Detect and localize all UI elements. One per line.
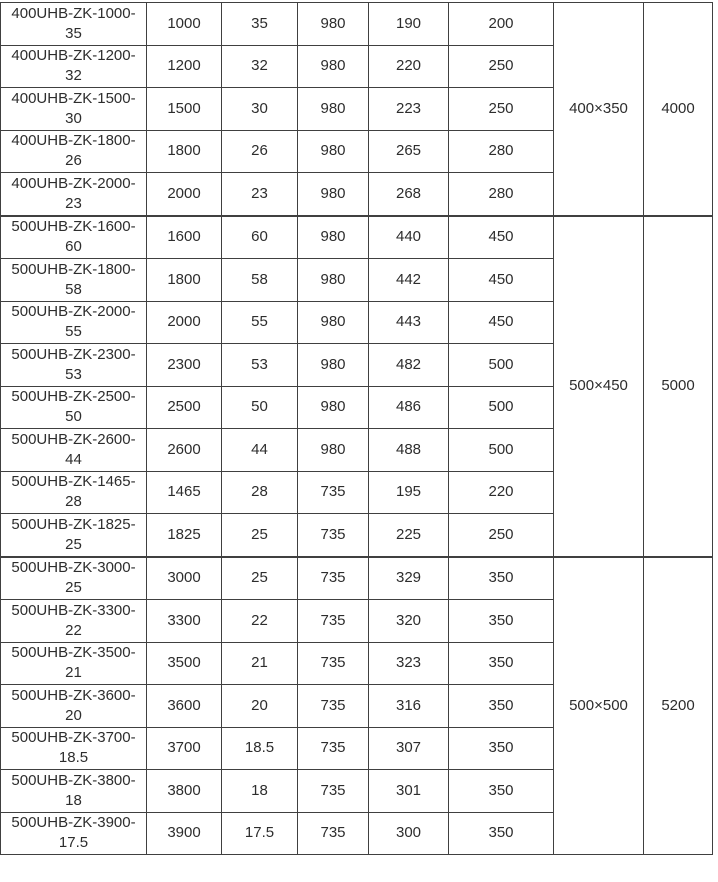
flow-cell: 2500 [147,386,222,429]
head-cell: 44 [222,429,298,472]
weight-cell: 5200 [644,557,713,855]
shaft-power-cell: 443 [369,301,449,344]
shaft-power-cell: 190 [369,3,449,46]
model-text: 500UHB-ZK-3700-18.5 [11,729,136,767]
flow-cell: 3600 [147,685,222,728]
head-cell: 25 [222,514,298,557]
motor-power-cell: 250 [449,514,554,557]
motor-power-cell: 450 [449,259,554,302]
model-cell [1,130,147,173]
speed-cell: 980 [298,45,369,88]
model-text: 500UHB-ZK-3600-20 [11,686,136,724]
model-text: 400UHB-ZK-2000-23 [11,174,136,212]
speed-cell: 980 [298,259,369,302]
model-cell [1,386,147,429]
flow-cell: 1200 [147,45,222,88]
speed-cell: 735 [298,812,369,855]
model-text: 500UHB-ZK-3500-21 [11,644,136,682]
speed-cell: 980 [298,130,369,173]
flow-cell: 1800 [147,259,222,302]
head-cell: 26 [222,130,298,173]
speed-cell: 980 [298,216,369,259]
model-text: 400UHB-ZK-1000-35 [11,4,136,42]
model-text: 400UHB-ZK-1500-30 [11,89,136,127]
shaft-power-cell: 220 [369,45,449,88]
shaft-power-cell: 440 [369,216,449,259]
motor-power-cell: 350 [449,685,554,728]
model-text: 500UHB-ZK-2500-50 [11,388,136,426]
motor-power-cell: 500 [449,429,554,472]
shaft-power-cell: 225 [369,514,449,557]
flow-cell: 3700 [147,727,222,770]
model-text: 500UHB-ZK-2600-44 [11,430,136,468]
model-text: 400UHB-ZK-1200-32 [11,47,136,85]
speed-cell: 980 [298,173,369,216]
shaft-power-cell: 316 [369,685,449,728]
shaft-power-cell: 486 [369,386,449,429]
model-cell [1,259,147,302]
speed-cell: 980 [298,88,369,131]
shaft-power-cell: 195 [369,471,449,514]
model-cell [1,642,147,685]
motor-power-cell: 500 [449,386,554,429]
flange-size-cell: 500×500 [554,557,644,855]
head-cell: 35 [222,3,298,46]
flow-cell: 2300 [147,344,222,387]
motor-power-cell: 450 [449,216,554,259]
model-cell [1,429,147,472]
model-text: 500UHB-ZK-1600-60 [11,218,136,256]
model-cell [1,812,147,855]
flow-cell: 3500 [147,642,222,685]
shaft-power-cell: 223 [369,88,449,131]
shaft-power-cell: 323 [369,642,449,685]
model-cell [1,557,147,600]
model-text: 500UHB-ZK-3800-18 [11,771,136,809]
head-cell: 60 [222,216,298,259]
flow-cell: 2000 [147,301,222,344]
model-text: 500UHB-ZK-3900-17.5 [11,814,136,852]
motor-power-cell: 450 [449,301,554,344]
model-cell [1,301,147,344]
model-text: 500UHB-ZK-3300-22 [11,601,136,639]
head-cell: 28 [222,471,298,514]
model-cell [1,514,147,557]
model-text: 500UHB-ZK-1800-58 [11,260,136,298]
speed-cell: 735 [298,642,369,685]
motor-power-cell: 200 [449,3,554,46]
shaft-power-cell: 329 [369,557,449,600]
head-cell: 32 [222,45,298,88]
flow-cell: 1500 [147,88,222,131]
weight-cell: 4000 [644,3,713,216]
table-row [1,557,713,600]
head-cell: 22 [222,600,298,643]
model-cell [1,685,147,728]
motor-power-cell: 350 [449,812,554,855]
flow-cell: 3900 [147,812,222,855]
motor-power-cell: 220 [449,471,554,514]
speed-cell: 735 [298,727,369,770]
head-cell: 17.5 [222,812,298,855]
table-row [1,3,713,46]
model-cell [1,45,147,88]
speed-cell: 980 [298,344,369,387]
head-cell: 55 [222,301,298,344]
model-text: 500UHB-ZK-1465-28 [11,473,136,511]
model-text: 500UHB-ZK-2000-55 [11,303,136,341]
table-row [1,216,713,259]
shaft-power-cell: 301 [369,770,449,813]
pump-spec-table [0,2,713,855]
model-cell [1,344,147,387]
head-cell: 21 [222,642,298,685]
model-cell [1,173,147,216]
speed-cell: 980 [298,429,369,472]
motor-power-cell: 350 [449,600,554,643]
motor-power-cell: 280 [449,130,554,173]
flow-cell: 1800 [147,130,222,173]
flow-cell: 1000 [147,3,222,46]
shaft-power-cell: 300 [369,812,449,855]
head-cell: 50 [222,386,298,429]
head-cell: 25 [222,557,298,600]
model-text: 500UHB-ZK-1825-25 [11,515,136,553]
shaft-power-cell: 488 [369,429,449,472]
flange-size-cell: 400×350 [554,3,644,216]
model-cell [1,3,147,46]
speed-cell: 735 [298,471,369,514]
flow-cell: 3000 [147,557,222,600]
shaft-power-cell: 265 [369,130,449,173]
speed-cell: 735 [298,514,369,557]
model-text: 500UHB-ZK-2300-53 [11,345,136,383]
speed-cell: 735 [298,770,369,813]
motor-power-cell: 500 [449,344,554,387]
motor-power-cell: 350 [449,642,554,685]
shaft-power-cell: 307 [369,727,449,770]
flow-cell: 1600 [147,216,222,259]
flow-cell: 2000 [147,173,222,216]
motor-power-cell: 350 [449,557,554,600]
weight-cell: 5000 [644,216,713,557]
motor-power-cell: 350 [449,727,554,770]
speed-cell: 735 [298,557,369,600]
head-cell: 18 [222,770,298,813]
head-cell: 58 [222,259,298,302]
shaft-power-cell: 268 [369,173,449,216]
speed-cell: 980 [298,386,369,429]
flow-cell: 1465 [147,471,222,514]
speed-cell: 980 [298,3,369,46]
flow-cell: 3800 [147,770,222,813]
head-cell: 18.5 [222,727,298,770]
model-cell [1,600,147,643]
model-text: 400UHB-ZK-1800-26 [11,132,136,170]
model-cell [1,471,147,514]
speed-cell: 735 [298,685,369,728]
shaft-power-cell: 320 [369,600,449,643]
flow-cell: 2600 [147,429,222,472]
shaft-power-cell: 442 [369,259,449,302]
model-cell [1,216,147,259]
model-cell [1,727,147,770]
model-cell [1,88,147,131]
model-text: 500UHB-ZK-3000-25 [11,559,136,597]
head-cell: 23 [222,173,298,216]
head-cell: 53 [222,344,298,387]
speed-cell: 980 [298,301,369,344]
flange-size-cell: 500×450 [554,216,644,557]
motor-power-cell: 350 [449,770,554,813]
head-cell: 30 [222,88,298,131]
model-cell [1,770,147,813]
speed-cell: 735 [298,600,369,643]
head-cell: 20 [222,685,298,728]
motor-power-cell: 280 [449,173,554,216]
motor-power-cell: 250 [449,45,554,88]
flow-cell: 1825 [147,514,222,557]
flow-cell: 3300 [147,600,222,643]
shaft-power-cell: 482 [369,344,449,387]
motor-power-cell: 250 [449,88,554,131]
